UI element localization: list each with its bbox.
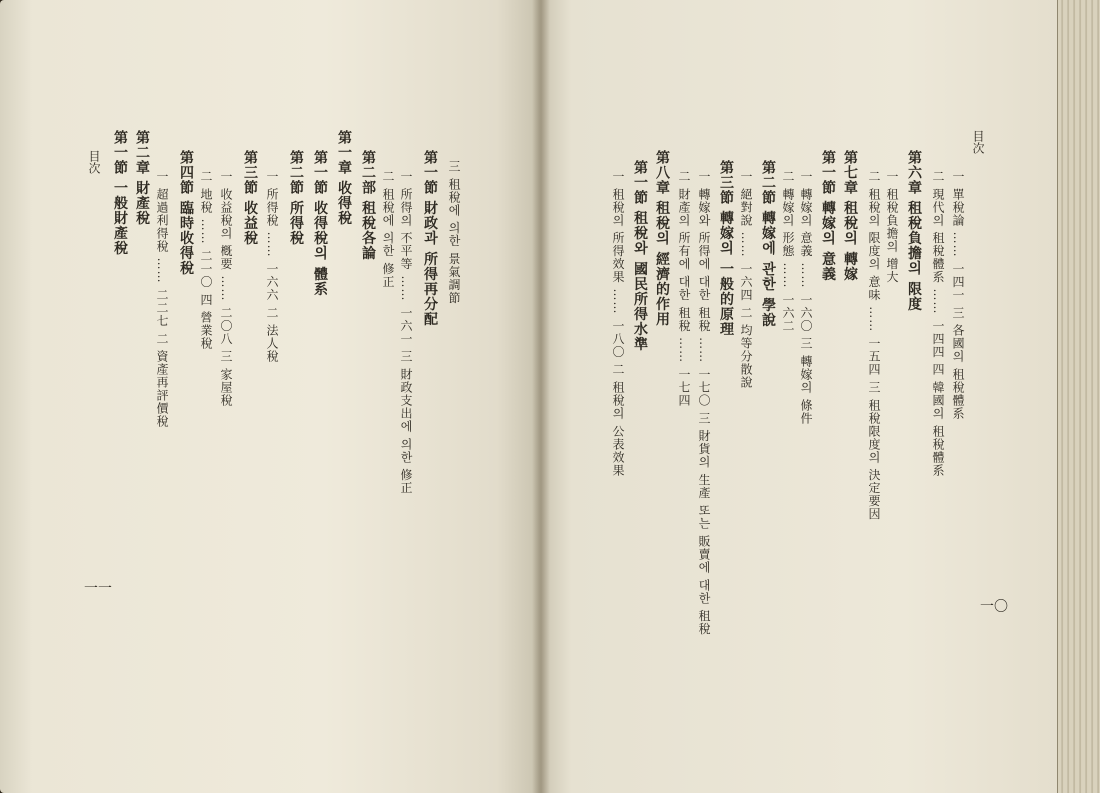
toc-entry: 一 轉嫁의 意義 …… 一六〇 三 轉嫁의 條件	[799, 170, 813, 425]
toc-part: 第二部 租稅各論	[360, 150, 376, 261]
toc-entry: 一 超過利得稅 …… 二二七 二 資產再評價稅	[155, 170, 169, 429]
toc-section: 第一節 收得稅의 體系	[312, 150, 328, 297]
toc-entry: 一 所得의 不平等 …… 一六一 三 財政支出에 의한 修正	[399, 170, 413, 495]
folio-right: 一〇	[980, 599, 1008, 615]
toc-section: 第三節 收益稅	[242, 150, 258, 246]
toc-entry: 二 現代의 租稅體系 …… 一四四 四 韓國의 租稅體系	[931, 170, 945, 477]
toc-section: 第二節 所得稅	[288, 150, 304, 246]
toc-entry: 二 租稅의 限度의 意味 …… 一五四 三 租稅限度의 決定要因	[867, 170, 881, 521]
page-edges	[1057, 0, 1100, 793]
toc-entry: 一 單稅論 …… 一四一 三 各國의 租稅體系	[951, 170, 965, 420]
toc-chapter: 第一章 收得稅	[336, 130, 352, 226]
toc-entry: 一 收益稅의 槪要 …… 二〇八 三 家屋稅	[219, 170, 233, 407]
toc-entry: 二 轉嫁의 形態 …… 一六二	[781, 170, 795, 333]
toc-chapter: 第七章 租稅의 轉嫁	[842, 150, 858, 282]
toc-section: 第一節 財政과 所得再分配	[422, 150, 438, 327]
toc-entry: 一 租稅의 所得效果 …… 一八〇 二 租稅의 公表效果	[611, 170, 625, 477]
toc-section: 第一節 轉嫁의 意義	[820, 150, 836, 282]
toc-chapter: 第八章 租稅의 經濟的作用	[654, 150, 670, 327]
toc-chapter: 第二章 財產稅	[134, 130, 150, 226]
toc-section: 第一節 一般財產稅	[112, 130, 128, 256]
toc-chapter: 第六章 租稅負擔의 限度	[906, 150, 922, 312]
running-head-right: 目次	[971, 130, 985, 154]
toc-entry: 二 財產의 所有에 대한 租稅 …… 一七四	[677, 170, 691, 407]
toc-section: 第一節 租稅와 國民所得水準	[632, 160, 648, 352]
toc-section: 第四節 臨時收得稅	[178, 150, 194, 276]
toc-entry: 一 租稅負擔의 增大	[885, 170, 899, 284]
running-head-left: 目次	[87, 150, 101, 174]
toc-section: 第二節 轉嫁에 관한 學說	[760, 160, 776, 328]
toc-section: 第三節 轉嫁의 一般的原理	[718, 160, 734, 337]
toc-entry: 一 轉嫁와 所得에 대한 租稅 …… 一七〇 三 財貨의 生產 또는 販賣에 대한 租稅	[697, 170, 711, 636]
toc-entry: 一 所得稅 …… 一六六 二 法人稅	[265, 170, 279, 364]
toc-entry: 一 絕對說 …… 一六四 二 均等分散說	[739, 170, 753, 390]
toc-entry: 二 租稅에 의한 修正	[381, 170, 395, 289]
gutter	[532, 0, 550, 793]
folio-left: 一一	[84, 581, 112, 597]
toc-entry: 二 地稅 …… 二一〇 四 營業稅	[199, 170, 213, 351]
toc-entry: 三 租稅에 의한 景氣調節	[447, 160, 461, 305]
